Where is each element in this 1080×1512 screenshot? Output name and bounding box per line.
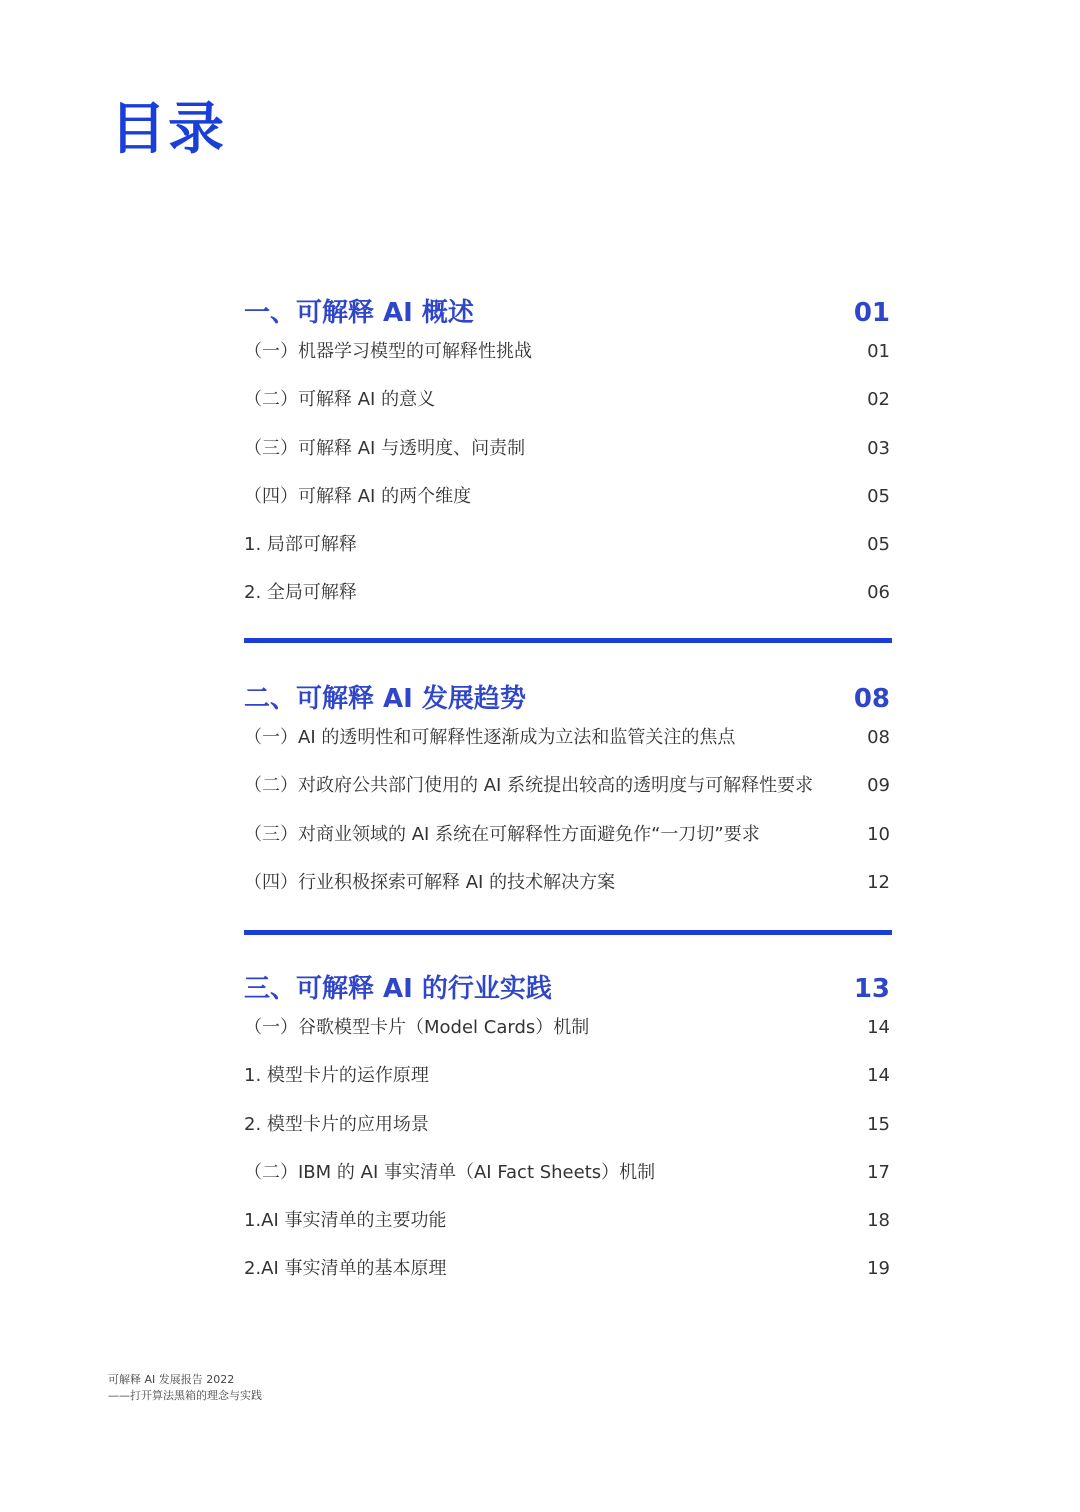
toc-item-title: （一）机器学习模型的可解释性挑战 xyxy=(244,341,532,362)
toc-item[interactable] xyxy=(244,1064,892,1112)
toc-item-title: 1.AI 事实清单的主要功能 xyxy=(244,1210,447,1232)
section-title: 三、可解释 AI 的行业实践 xyxy=(244,974,552,1004)
section-heading[interactable] xyxy=(244,682,892,716)
toc-item-title: （三）对商业领域的 AI 系统在可解释性方面避免作“一刀切”要求 xyxy=(244,823,760,845)
toc-item[interactable] xyxy=(244,437,892,485)
toc-item-page: 02 xyxy=(867,389,890,411)
toc-section-3 xyxy=(244,972,892,1306)
footer-subtitle: ——打开算法黑箱的理念与实践 xyxy=(108,1389,262,1402)
toc-item-page: 14 xyxy=(867,1017,890,1038)
page-title: 目录 xyxy=(110,97,226,162)
toc-item[interactable] xyxy=(244,1257,892,1305)
toc-section-2 xyxy=(244,682,892,919)
toc-item-page: 14 xyxy=(867,1065,890,1087)
toc-item[interactable] xyxy=(244,340,892,388)
toc-item-page: 15 xyxy=(867,1113,890,1135)
toc-item-page: 09 xyxy=(867,775,890,797)
section-divider xyxy=(244,638,892,643)
toc-item-page: 03 xyxy=(867,437,890,459)
footer-report-title: 可解释 AI 发展报告 2022 xyxy=(108,1373,235,1386)
toc-item-page: 06 xyxy=(867,582,890,604)
toc-item-page: 17 xyxy=(867,1161,890,1183)
toc-item[interactable] xyxy=(244,726,892,774)
toc-item[interactable] xyxy=(244,1016,892,1064)
section-divider xyxy=(244,930,892,935)
toc-item-page: 19 xyxy=(867,1258,890,1280)
toc-item-page: 18 xyxy=(867,1210,890,1232)
toc-item-title: （二）可解释 AI 的意义 xyxy=(244,389,436,411)
toc-item[interactable] xyxy=(244,823,892,871)
section-title: 一、可解释 AI 概述 xyxy=(244,298,474,328)
toc-item-page: 01 xyxy=(867,341,890,362)
toc-item[interactable] xyxy=(244,1113,892,1161)
toc-item-title: （一）谷歌模型卡片（Model Cards）机制 xyxy=(244,1017,590,1038)
toc-item-title: 2. 全局可解释 xyxy=(244,582,357,604)
toc-item[interactable] xyxy=(244,871,892,919)
toc-item[interactable] xyxy=(244,1161,892,1209)
toc-item-title: （二）对政府公共部门使用的 AI 系统提出较高的透明度与可解释性要求 xyxy=(244,775,814,797)
toc-item-title: 2.AI 事实清单的基本原理 xyxy=(244,1258,447,1280)
toc-item-page: 12 xyxy=(867,871,890,893)
toc-item-title: （一）AI 的透明性和可解释性逐渐成为立法和监管关注的焦点 xyxy=(244,727,736,748)
section-page-number: 13 xyxy=(853,974,890,1004)
toc-item-page: 05 xyxy=(867,534,890,556)
toc-item[interactable] xyxy=(244,485,892,533)
toc-item[interactable] xyxy=(244,1209,892,1257)
toc-item[interactable] xyxy=(244,388,892,436)
section-page-number: 01 xyxy=(853,298,890,328)
section-heading[interactable] xyxy=(244,972,892,1006)
toc-item-title: （四）行业积极探索可解释 AI 的技术解决方案 xyxy=(244,871,616,893)
toc-item-title: （三）可解释 AI 与透明度、问责制 xyxy=(244,437,526,459)
section-page-number: 08 xyxy=(853,684,890,714)
toc-item-page: 10 xyxy=(867,823,890,845)
toc-item-title: 1. 局部可解释 xyxy=(244,534,357,556)
toc-item-title: （二）IBM 的 AI 事实清单（AI Fact Sheets）机制 xyxy=(244,1161,656,1183)
section-title: 二、可解释 AI 发展趋势 xyxy=(244,684,526,714)
toc-item-title: （四）可解释 AI 的两个维度 xyxy=(244,485,472,507)
toc-item-title: 1. 模型卡片的运作原理 xyxy=(244,1065,429,1087)
toc-item-title: 2. 模型卡片的应用场景 xyxy=(244,1113,429,1135)
section-heading[interactable] xyxy=(244,296,892,330)
toc-section-1 xyxy=(244,296,892,630)
toc-item[interactable] xyxy=(244,533,892,581)
toc-item-page: 08 xyxy=(867,727,890,748)
toc-item-page: 05 xyxy=(867,485,890,507)
footer xyxy=(108,1372,262,1404)
toc-item[interactable] xyxy=(244,581,892,629)
toc-item[interactable] xyxy=(244,774,892,822)
